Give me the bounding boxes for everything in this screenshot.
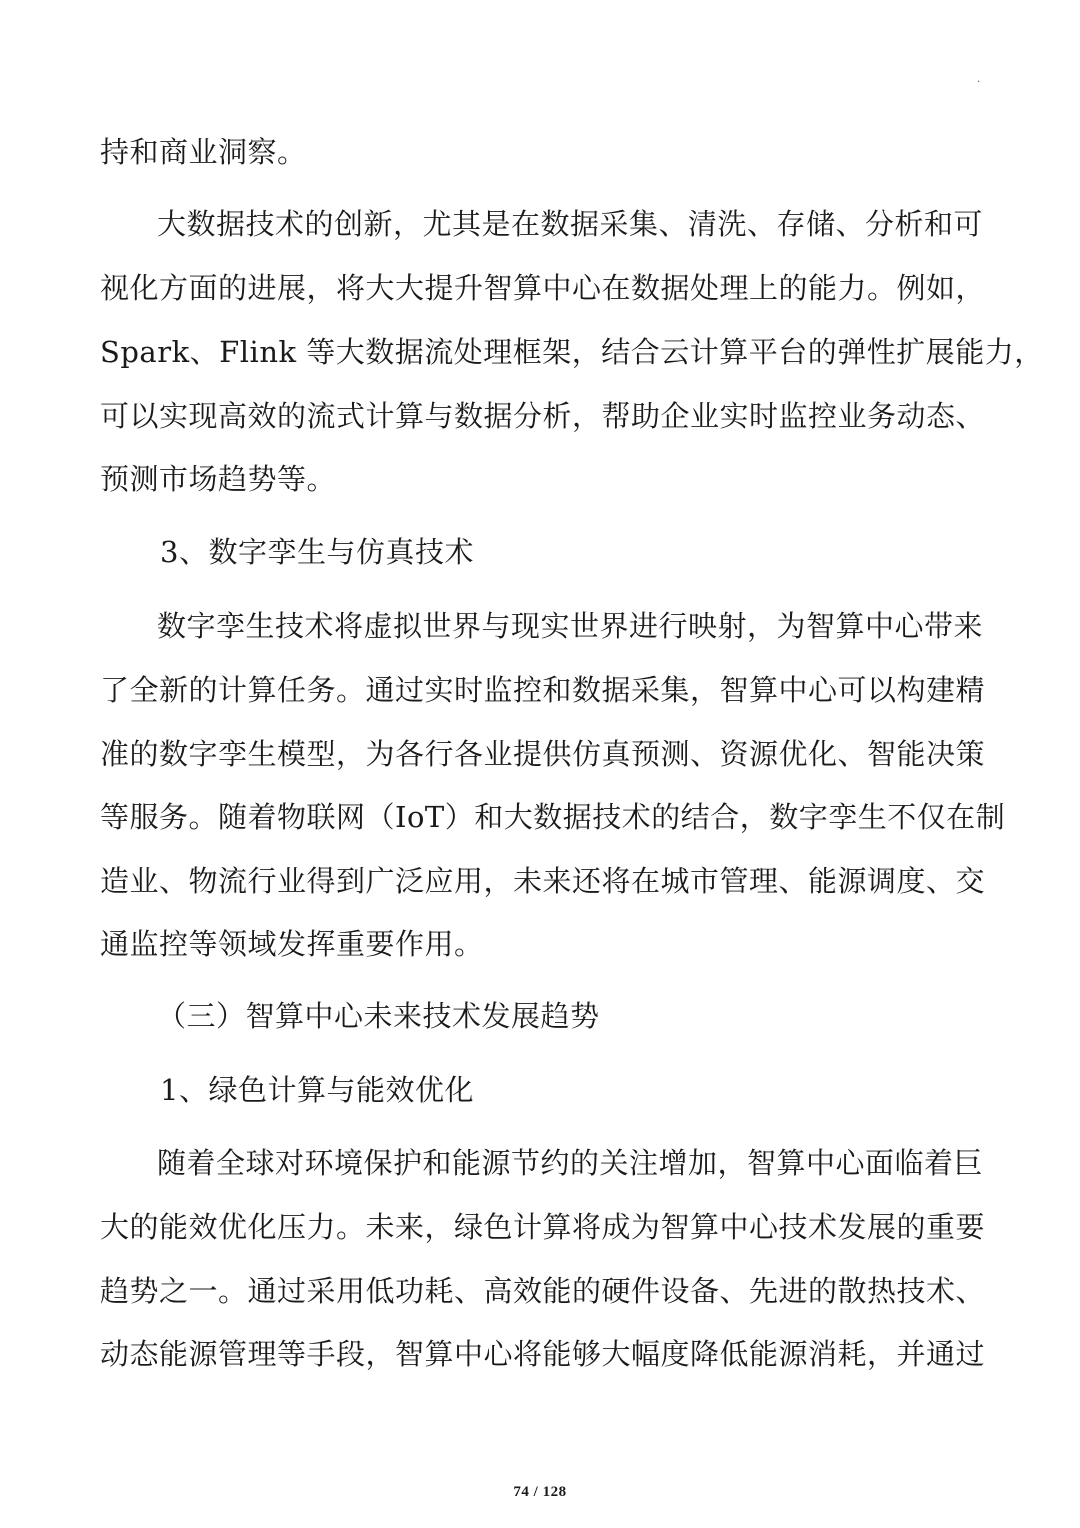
text-line: 等服务。随着物联网（IoT）和大数据技术的结合，数字孪生不仅在制 xyxy=(100,800,1006,834)
text-line: 了全新的计算任务。通过实时监控和数据采集，智算中心可以构建精 xyxy=(100,673,986,707)
subsection-heading: 1、绿色计算与能效优化 xyxy=(160,1073,474,1107)
text-line: 趋势之一。通过采用低功耗、高效能的硬件设备、先进的散热技术、 xyxy=(100,1274,986,1308)
paragraph-start-line: 随着全球对环境保护和能源节约的关注增加，智算中心面临着巨 xyxy=(157,1146,984,1180)
text-line: 预测市场趋势等。 xyxy=(100,462,337,496)
text-line: 通监控等领域发挥重要作用。 xyxy=(100,927,484,961)
text-line: 可以实现高效的流式计算与数据分析，帮助企业实时监控业务动态、 xyxy=(100,399,986,433)
text-line: 大的能效优化压力。未来，绿色计算将成为智算中心技术发展的重要 xyxy=(100,1210,986,1244)
text-line: 动态能源管理等手段，智算中心将能够大幅度降低能源消耗，并通过 xyxy=(100,1337,986,1371)
text-line: 视化方面的进展，将大大提升智算中心在数据处理上的能力。例如， xyxy=(100,271,986,305)
paragraph-start-line: 数字孪生技术将虚拟世界与现实世界进行映射，为智算中心带来 xyxy=(157,609,984,643)
text-line: 准的数字孪生模型，为各行各业提供仿真预测、资源优化、智能决策 xyxy=(100,737,986,771)
subsection-heading: 3、数字孪生与仿真技术 xyxy=(160,535,474,569)
corner-mark: . xyxy=(977,74,981,85)
text-line: 持和商业洞察。 xyxy=(100,135,307,169)
page-number: 74 / 128 xyxy=(513,1484,567,1500)
section-heading: （三）智算中心未来技术发展趋势 xyxy=(157,999,600,1033)
text-line: Spark、Flink 等大数据流处理框架，结合云计算平台的弹性扩展能力， xyxy=(100,335,1044,369)
paragraph-start-line: 大数据技术的创新，尤其是在数据采集、清洗、存储、分析和可 xyxy=(157,207,984,241)
text-line: 造业、物流行业得到广泛应用，未来还将在城市管理、能源调度、交 xyxy=(100,864,986,898)
